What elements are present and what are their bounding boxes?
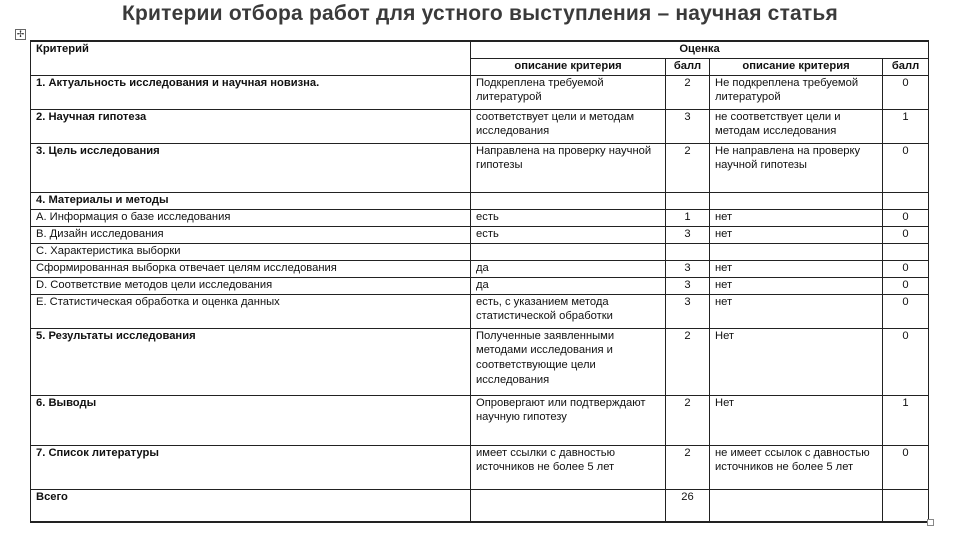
header-points-1: балл [666,58,710,75]
points-cell: 2 [666,395,710,445]
description-cell [710,243,883,260]
criterion-cell: 3. Цель исследования [31,143,471,192]
description-cell [471,192,666,209]
description-cell: да [471,260,666,277]
description-cell: Опровергают или подтверждают научную гипотезу [471,395,666,445]
points-cell: 3 [666,260,710,277]
points-cell: 3 [666,226,710,243]
total-label: Всего [31,489,471,522]
table-row [31,109,929,143]
points-cell: 2 [666,75,710,109]
points-cell: 3 [666,109,710,143]
description-cell: Подкреплена требуемой литературой [471,75,666,109]
table-row [31,192,929,209]
description-cell: Полученные заявленными методами исследования и соответствующие цели исследования [471,328,666,395]
points-cell: 0 [883,294,929,328]
table-row [31,243,929,260]
criterion-cell: 2. Научная гипотеза [31,109,471,143]
criteria-table [30,40,929,523]
points-cell: 0 [883,226,929,243]
criterion-cell: 5. Результаты исследования [31,328,471,395]
points-cell [666,192,710,209]
points-cell: 1 [883,395,929,445]
table-row [31,226,929,243]
points-cell: 0 [883,75,929,109]
description-cell: Не направлена на проверку научной гипотезы [710,143,883,192]
description-cell: не имеет ссылок с давностью источников не более 5 лет [710,445,883,489]
header-criterion: Критерий [31,41,471,75]
points-cell [883,192,929,209]
table-row [31,294,929,328]
points-cell: 0 [883,209,929,226]
description-cell: не соответствует цели и методам исследования [710,109,883,143]
description-cell: нет [710,277,883,294]
page-title: Критерии отбора работ для устного выступления – научная статья [122,2,838,25]
table-row [31,209,929,226]
criterion-cell: E. Статистическая обработка и оценка данных [31,294,471,328]
points-cell: 1 [666,209,710,226]
table-move-handle-icon[interactable]: ✢ [16,29,25,39]
points-cell: 0 [883,143,929,192]
criterion-cell: 6. Выводы [31,395,471,445]
table-row [31,395,929,445]
table-row [31,260,929,277]
table-row [31,328,929,395]
points-cell [883,243,929,260]
description-cell: нет [710,226,883,243]
header-points-2: балл [883,58,929,75]
criterion-cell: D. Соответствие методов цели исследования [31,277,471,294]
table-row [31,445,929,489]
description-cell: нет [710,209,883,226]
criterion-cell: 4. Материалы и методы [31,192,471,209]
description-cell: да [471,277,666,294]
description-cell: есть, с указанием метода статистической обработки [471,294,666,328]
criterion-cell: A. Информация о базе исследования [31,209,471,226]
header-score: Оценка [471,41,929,58]
points-cell: 0 [883,277,929,294]
description-cell: нет [710,294,883,328]
table-row [31,75,929,109]
points-cell: 0 [883,260,929,277]
points-cell: 0 [883,445,929,489]
total-description-empty [471,489,666,522]
description-cell: есть [471,209,666,226]
criterion-cell: 7. Список литературы [31,445,471,489]
description-cell: нет [710,260,883,277]
total-row [31,489,929,522]
total-value: 26 [666,489,710,522]
criterion-cell: Сформированная выборка отвечает целям исследования [31,260,471,277]
header-description-2: описание критерия [710,58,883,75]
criterion-cell: C. Характеристика выборки [31,243,471,260]
description-cell: есть [471,226,666,243]
header-description-1: описание критерия [471,58,666,75]
description-cell: Не подкреплена требуемой литературой [710,75,883,109]
points-cell: 2 [666,143,710,192]
points-cell: 3 [666,277,710,294]
description-cell: Направлена на проверку научной гипотезы [471,143,666,192]
points-cell: 2 [666,445,710,489]
criterion-cell: B. Дизайн исследования [31,226,471,243]
total-description-empty-2 [710,489,883,522]
points-cell: 3 [666,294,710,328]
table-row [31,143,929,192]
points-cell [666,243,710,260]
points-cell: 0 [883,328,929,395]
description-cell [710,192,883,209]
description-cell: имеет ссылки с давностью источников не более 5 лет [471,445,666,489]
description-cell: соответствует цели и методам исследования [471,109,666,143]
points-cell: 1 [883,109,929,143]
description-cell: Нет [710,328,883,395]
description-cell: Нет [710,395,883,445]
points-cell: 2 [666,328,710,395]
total-points-empty [883,489,929,522]
table-resize-handle[interactable] [927,519,934,526]
criterion-cell: 1. Актуальность исследования и научная новизна. [31,75,471,109]
table-row [31,277,929,294]
description-cell [471,243,666,260]
